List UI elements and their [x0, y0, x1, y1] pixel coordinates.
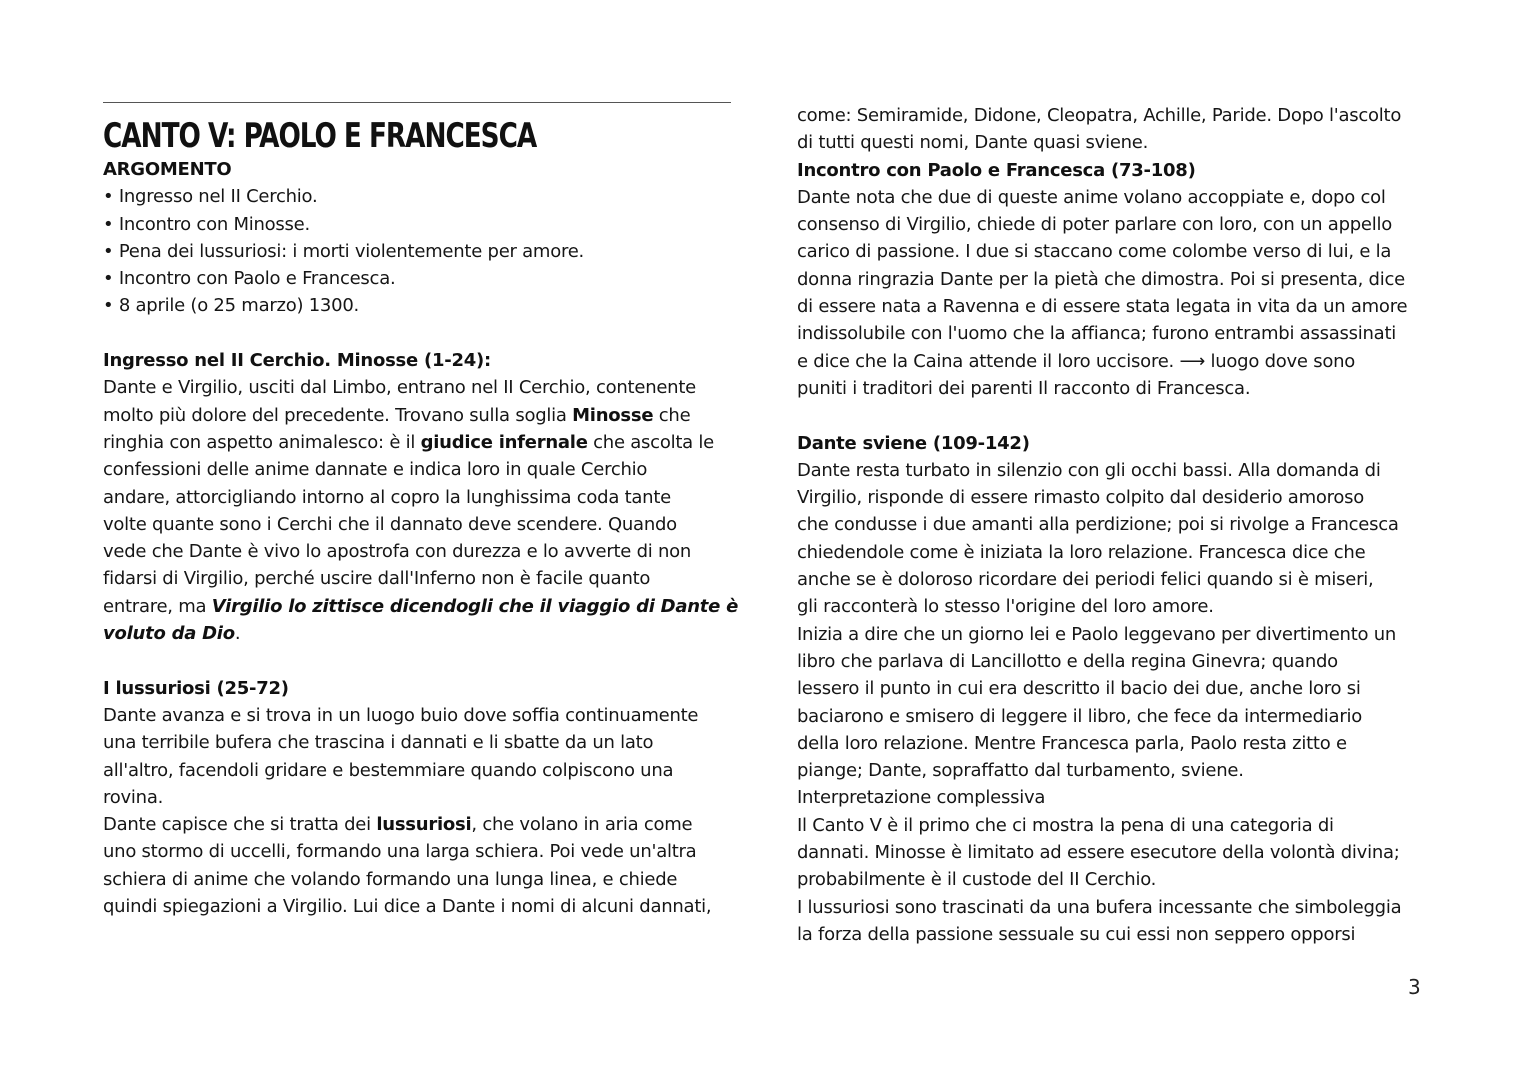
paragraph-line: indissolubile con l'uomo che la affianca; furono entrambi assassinati [797, 323, 1397, 345]
paragraph-line: chiedendole come è iniziata la loro relazione. Francesca dice che [797, 541, 1366, 563]
interpretazione-label: Interpretazione complessiva [797, 787, 1046, 809]
paragraph-line: gli racconterà lo stesso l'origine del loro amore. [797, 596, 1214, 618]
section-heading-paolo-francesca: Incontro con Paolo e Francesca (73-108) [797, 159, 1196, 181]
paragraph-line: voluto da Dio. [103, 623, 241, 645]
paragraph-line: di tutti questi nomi, Dante quasi sviene. [797, 132, 1149, 154]
paragraph-line: schiera di anime che volando formando una lunga linea, e chiede [103, 868, 678, 890]
paragraph-line: lessero il punto in cui era descritto il bacio dei due, anche loro si [797, 678, 1361, 700]
paragraph-line: che condusse i due amanti alla perdizione; poi si rivolge a Francesca [797, 514, 1399, 536]
paragraph-line: quindi spiegazioni a Virgilio. Lui dice a Dante i nomi di alcuni dannati, [103, 896, 712, 918]
argomento-item: • Incontro con Minosse. [103, 213, 310, 235]
paragraph-line: Dante nota che due di queste anime volano accoppiate e, dopo col [797, 186, 1386, 208]
argomento-item: • 8 aprile (o 25 marzo) 1300. [103, 295, 359, 317]
paragraph-line: molto più dolore del precedente. Trovano sulla soglia Minosse che [103, 404, 691, 426]
paragraph-line: Dante resta turbato in silenzio con gli occhi bassi. Alla domanda di [797, 459, 1381, 481]
paragraph-line: I lussuriosi sono trascinati da una bufera incessante che simboleggia [797, 896, 1402, 918]
page-title: CANTO V: PAOLO E FRANCESCA [103, 116, 537, 156]
paragraph-line: volte quante sono i Cerchi che il dannato deve scendere. Quando [103, 513, 677, 535]
paragraph-line: della loro relazione. Mentre Francesca parla, Paolo resta zitto e [797, 732, 1347, 754]
emphasis-minosse: Minosse [572, 404, 654, 426]
paragraph-line: uno stormo di uccelli, formando una larga schiera. Poi vede un'altra [103, 841, 697, 863]
emphasis-lussuriosi: lussuriosi [376, 814, 472, 836]
paragraph-line: la forza della passione sessuale su cui essi non seppero opporsi [797, 923, 1356, 945]
paragraph-line: di essere nata a Ravenna e di essere stata legata in vita da un amore [797, 296, 1408, 318]
argomento-heading: ARGOMENTO [103, 159, 232, 180]
paragraph-line: Virgilio, risponde di essere rimasto colpito dal desiderio amoroso [797, 487, 1365, 509]
emphasis-virgilio: Virgilio lo zittisce dicendogli che il viaggio di Dante è [211, 595, 739, 617]
paragraph-line: rovina. [103, 786, 164, 808]
section-heading-minosse: Ingresso nel II Cerchio. Minosse (1-24): [103, 350, 491, 372]
paragraph-line: fidarsi di Virgilio, perché uscire dall'Inferno non è facile quanto [103, 568, 651, 590]
argomento-item: • Ingresso nel II Cerchio. [103, 186, 318, 208]
page-number: 3 [1408, 975, 1421, 999]
paragraph-line: entrare, ma Virgilio lo zittisce dicendogli che il viaggio di Dante è [103, 595, 739, 617]
paragraph-line: ringhia con aspetto animalesco: è il giudice infernale che ascolta le [103, 431, 714, 453]
paragraph-line: baciarono e smisero di leggere il libro, che fece da intermediario [797, 705, 1362, 727]
paragraph-line: andare, attorcigliando intorno al copro la lunghissima coda tante [103, 486, 671, 508]
paragraph-line: all'altro, facendoli gridare e bestemmiare quando colpiscono una [103, 759, 674, 781]
paragraph-line: probabilmente è il custode del II Cerchio. [797, 869, 1157, 891]
argomento-item: • Pena dei lussuriosi: i morti violentemente per amore. [103, 240, 585, 262]
section-heading-lussuriosi: I lussuriosi (25-72) [103, 677, 289, 699]
paragraph-line: libro che parlava di Lancillotto e della regina Ginevra; quando [797, 650, 1338, 672]
paragraph-line: Il Canto V è il primo che ci mostra la pena di una categoria di [797, 814, 1334, 836]
paragraph-line: Dante capisce che si tratta dei lussuriosi, che volano in aria come [103, 814, 693, 836]
paragraph-line: dannati. Minosse è limitato ad essere esecutore della volontà divina; [797, 842, 1400, 864]
paragraph-line: Dante avanza e si trova in un luogo buio dove soffia continuamente [103, 704, 699, 726]
paragraph-line: una terribile bufera che trascina i dannati e li sbatte da un lato [103, 732, 654, 754]
emphasis-voluto: voluto da Dio [103, 623, 235, 645]
emphasis-giudice: giudice infernale [420, 431, 588, 453]
paragraph-line: come: Semiramide, Didone, Cleopatra, Achille, Paride. Dopo l'ascolto [797, 105, 1402, 126]
paragraph-line: e dice che la Caina attende il loro uccisore. ⟶ luogo dove sono [797, 350, 1356, 372]
paragraph-line: anche se è doloroso ricordare dei periodi felici quando si è miseri, [797, 569, 1374, 591]
paragraph-line: puniti i traditori dei parenti Il racconto di Francesca. [797, 377, 1251, 399]
section-heading-dante-sviene: Dante sviene (109-142) [797, 432, 1030, 454]
left-column [103, 102, 743, 920]
paragraph-line: Dante e Virgilio, usciti dal Limbo, entrano nel II Cerchio, contenente [103, 377, 696, 399]
paragraph-line: confessioni delle anime dannate e indica loro in quale Cerchio [103, 459, 648, 481]
paragraph-line: vede che Dante è vivo lo apostrofa con durezza e lo avverte di non [103, 541, 692, 563]
right-column [797, 102, 1457, 948]
paragraph-line: donna ringrazia Dante per la pietà che dimostra. Poi si presenta, dice [797, 268, 1405, 290]
paragraph-line: Inizia a dire che un giorno lei e Paolo leggevano per divertimento un [797, 623, 1397, 645]
argomento-item: • Incontro con Paolo e Francesca. [103, 268, 396, 290]
paragraph-line: piange; Dante, sopraffatto dal turbamento, sviene. [797, 760, 1244, 782]
paragraph-line: consenso di Virgilio, chiede di poter parlare con loro, con un appello [797, 214, 1393, 236]
paragraph-line: carico di passione. I due si staccano come colombe verso di lui, e la [797, 241, 1392, 263]
